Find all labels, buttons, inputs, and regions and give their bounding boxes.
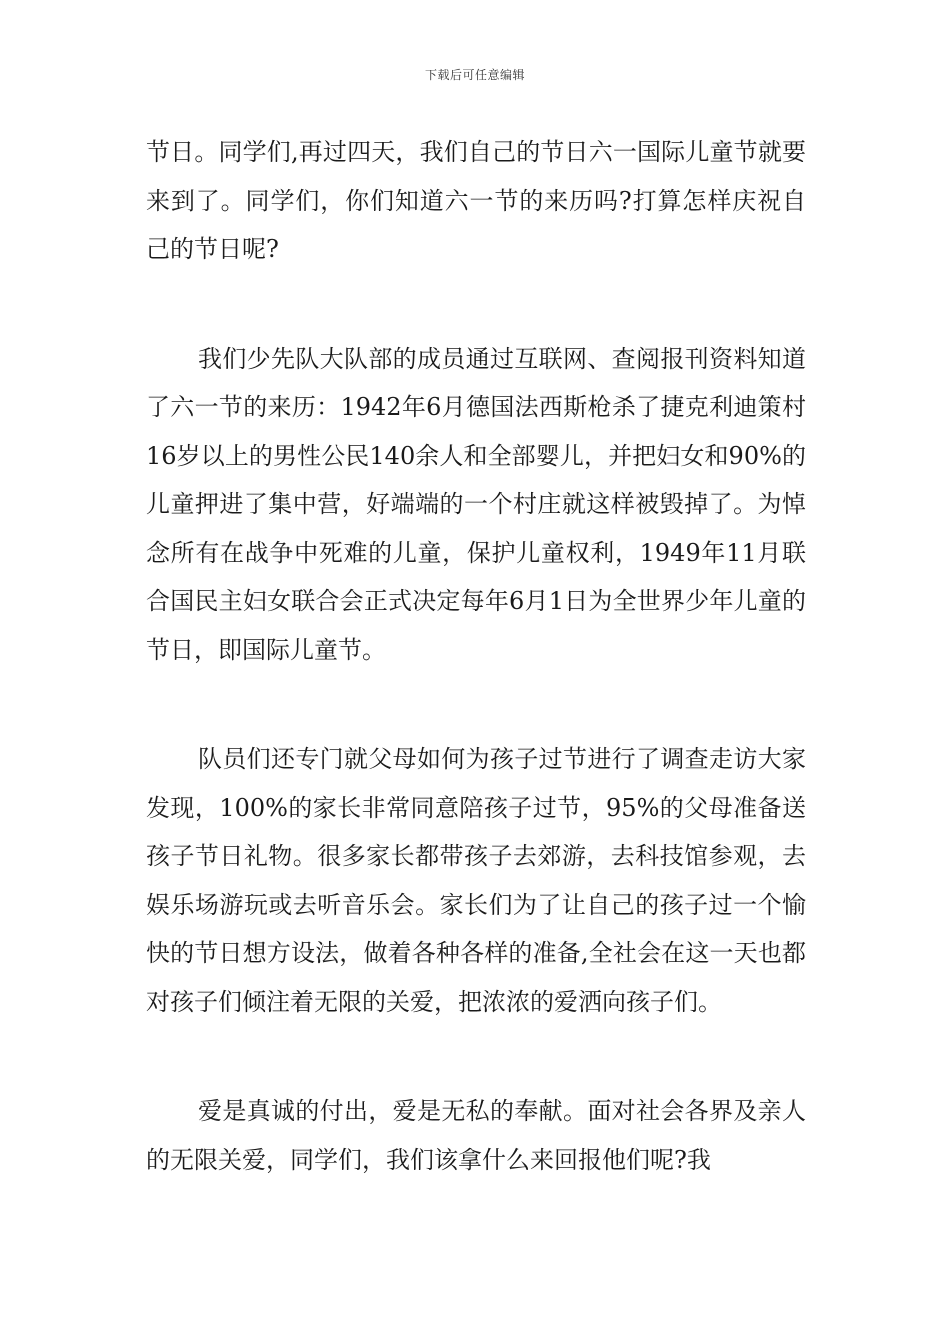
paragraph-3: 队员们还专门就父母如何为孩子过节进行了调查走访大家发现，100%的家长非常同意陪孩子过节，95%的父母准备送孩子节日礼物。很多家长都带孩子去郊游，去科技馆参观，去娱乐场游玩或去听音乐会。家长们为了让自己的孩子过一个愉快的节日想方设法，做着各种各样的准备,全社会在这一天也都对孩子们倾注着无限的关爱，把浓浓的爱洒向孩子们。 xyxy=(146,745,806,1016)
paragraph-4: 爱是真诚的付出，爱是无私的奉献。面对社会各界及亲人的无限关爱，同学们，我们该拿什么来回报他们呢?我 xyxy=(146,1097,806,1174)
document-body xyxy=(146,128,806,1184)
page-header: 下载后可任意编辑 xyxy=(424,68,525,82)
paragraph-1: 节日。同学们,再过四天，我们自己的节日六一国际儿童节就要来到了。同学们，你们知道六一节的来历吗?打算怎样庆祝自己的节日呢? xyxy=(146,138,806,263)
paragraph-2: 我们少先队大队部的成员通过互联网、查阅报刊资料知道了六一节的来历：1942年6月德国法西斯枪杀了捷克利迪策村16岁以上的男性公民140余人和全部婴儿，并把妇女和90%的儿童押进了集中营，好端端的一个村庄就这样被毁掉了。为悼念所有在战争中死难的儿童，保护儿童权利，1949年11月联合国民主妇女联合会正式决定每年6月1日为全世界少年儿童的节日，即国际儿童节。 xyxy=(146,344,806,664)
